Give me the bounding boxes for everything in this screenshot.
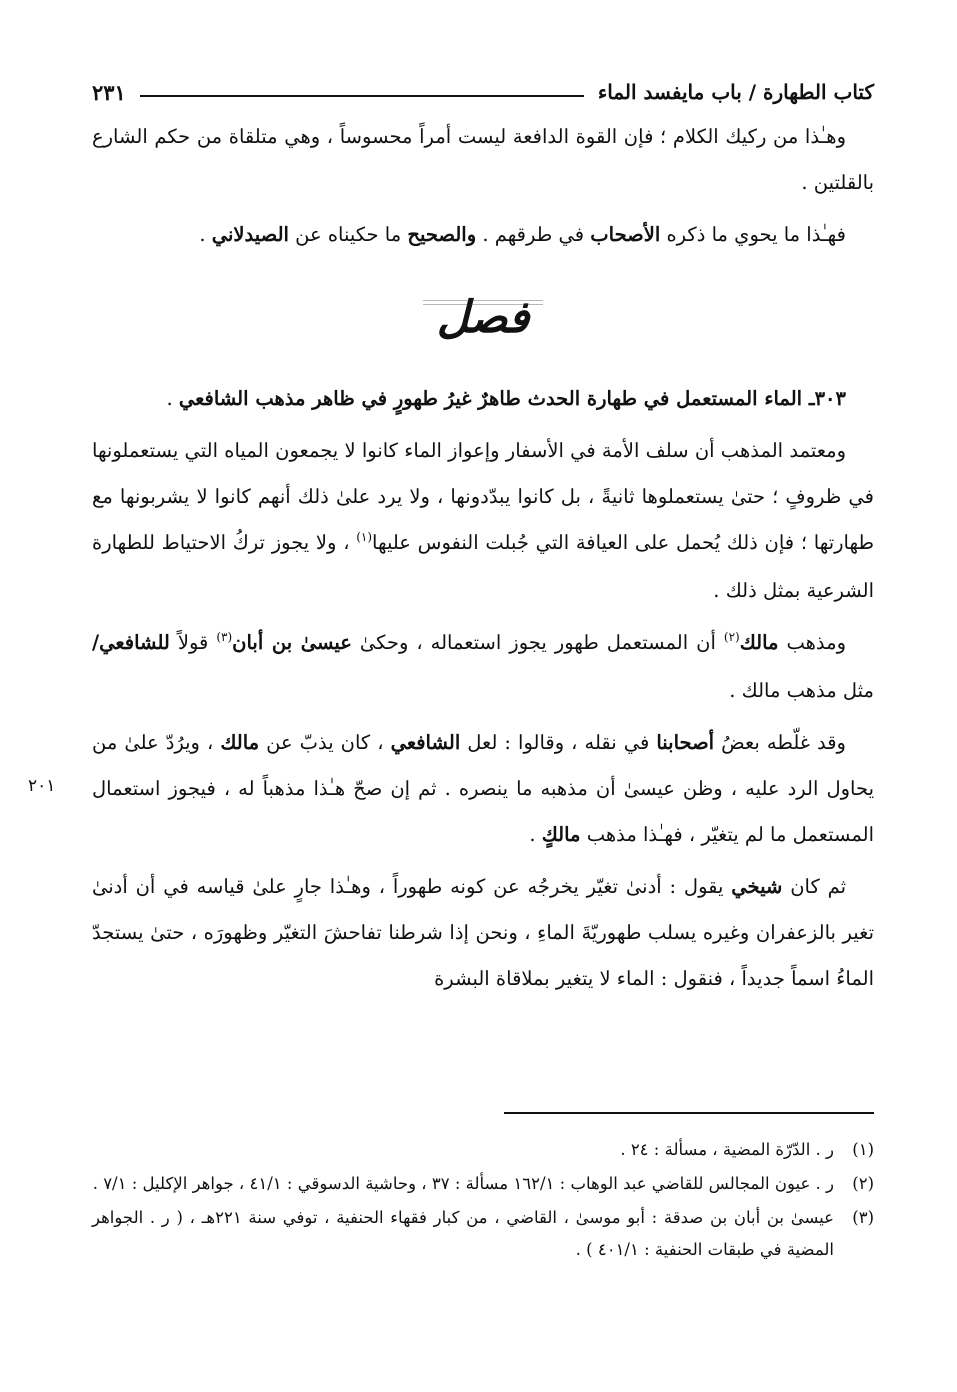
text-run: . [529,823,542,846]
bold-term: المستعمل [676,387,758,410]
bold-term: شيخي [731,875,783,898]
bold-term: الصيدلاني [211,223,289,246]
bold-term: عيسىٰ بن أبان [232,631,352,654]
footnote-number: (١) [852,1140,874,1159]
text-run: ، ويرُدّ علىٰ من يحاول الرد عليه ، وظن عيسىٰ أن مذهبه ما ينصره . ثم إن صحّ هـٰذا مذهباً له ، فيجوز استعمال المستعمل ما لم يتغيّر ، فهـٰذا مذهب [92,731,874,846]
footnote-number: (٢) [852,1174,874,1193]
bold-term: والصحيح [407,223,477,246]
text-run: في طهارة الحدث طاهرٌ غيرُ طهورٍ في ظاهر مذهب [248,387,677,410]
bold-term: للشافعي/ [92,631,170,654]
bold-term: مالك [220,731,260,754]
footnote-ref: (١) [356,530,373,544]
footnote-item [92,1168,874,1200]
text-run: في طرقهم . [476,223,591,246]
issue-number: ٣٠٣ـ الماء [757,387,846,410]
bold-term: الأصحاب [590,223,661,246]
paragraph-6 [92,720,874,858]
text-run: مثل مذهب مالك . [729,679,874,702]
text-run: ، ولا يجوز تركُ الاحتياط للطهارة الشرعية بمثل ذلك . [92,531,874,602]
footnote-separator [504,1112,874,1114]
bold-term: الشافعي [390,731,461,754]
paragraph-2 [92,212,874,258]
paragraph-1: وهـٰذا من ركيك الكلام ؛ فإن القوة الدافعة ليست أمراً محسوساً ، وهي متلقاة من حكم الشارع بالقلتين . [92,125,874,194]
fasl-heading: فصل [436,291,530,343]
footnotes [92,1134,874,1268]
text-run: ومعتمد المذهب أن سلف الأمة في الأسفار وإعواز الماء كانوا لا يجمعون المياه التي يستعملونها في ظروفٍ ؛ حتىٰ يستعملوها ثانيةً ، بل كانوا يبدّدونها ، ولا يرد علىٰ ذلك أنهم كانوا لا يشربونها مع طهارتها ؛ فإن ذلك يُحمل على العيافة التي جُبلت النفوس عليها [92,439,874,554]
footnote-number: (٣) [852,1208,874,1227]
header-rule [140,95,584,97]
paragraph-4 [92,428,874,614]
footnote-item [92,1202,874,1266]
text-run: أن المستعمل طهور يجوز استعماله ، وحكىٰ [351,631,724,654]
footnote-text: ر . الدّرّة المضية ، مسألة : ٢٤ . [620,1140,834,1159]
text-run: ما حكيناه عن [288,223,408,246]
text-run: ، كان يذبّ عن [259,731,391,754]
text-run: قولاً [169,631,217,654]
margin-page-reference: ٢٠١ [28,776,56,796]
text-run: ثم كان [782,875,846,898]
running-title: كتاب الطهارة / باب مايفسد الماء [597,80,874,104]
footnote-ref: (٣) [216,630,233,644]
text-block [92,114,874,258]
page-body [92,72,874,1002]
text-run: . [199,223,212,246]
footnote-ref: (٢) [723,630,740,644]
paragraph-7 [92,864,874,1002]
text-run: . [166,387,179,410]
bold-term: الشافعي [178,387,249,410]
section-heading-ornament [92,258,874,376]
text-run: وقد غلّطه بعضُ [714,731,846,754]
text-run: فهـٰذا ما يحوي ما ذكره [660,223,846,246]
footnote-item [92,1134,874,1166]
footnote-text: عيسىٰ بن أبان بن صدقة : أبو موسىٰ ، القاضي ، من كبار فقهاء الحنفية ، توفي سنة ٢٢١هـ ، ( ر . الجواهر المضية في طبقات الحنفية : ٤٠١/١ ) . [92,1208,834,1259]
bold-term: أصحابنا [656,731,715,754]
running-header [92,72,874,112]
paragraph-3 [92,376,874,422]
bold-term: مالكٍ [541,823,581,846]
page-number: ٢٣١ [92,79,126,105]
footnote-text: ر . عيون المجالس للقاضي عبد الوهاب : ١٦٢/١ مسألة : ٣٧ ، وحاشية الدسوقي : ٤١/١ ، جواهر الإكليل : ٧/١ . [92,1174,834,1193]
text-run: يقول : أدنىٰ تغيّر يخرجُه عن كونه طهوراً ، وهـٰذا جارٍ علىٰ قياسه في أن أدنىٰ تغير بالزعفران وغيره يسلب طهوريّةَ الماءِ ، ونحن إذا شرطنا تفاحشَ التغيّر وظهورَه ، حتىٰ يستجدّ الماءُ اسماً جديداً ، فنقول : الماء لا يتغير بملاقاة البشرة [92,875,874,990]
text-run: في نقله ، وقالوا : لعل [460,731,657,754]
bold-term: مالك [739,631,779,654]
paragraph-5 [92,620,874,714]
text-run: ومذهب [778,631,846,654]
